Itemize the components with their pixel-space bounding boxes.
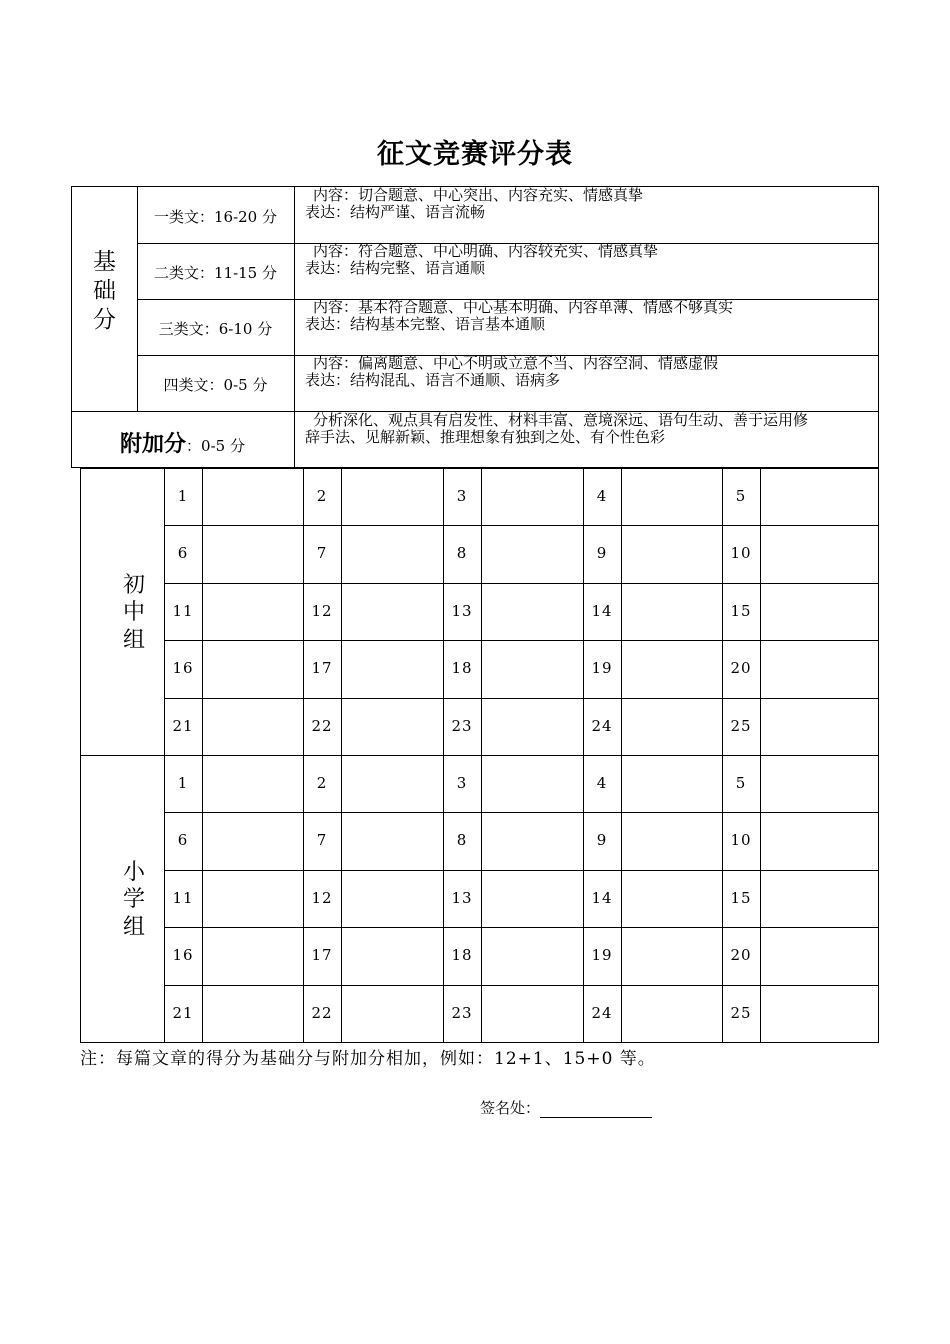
score-cell[interactable] xyxy=(203,756,302,811)
entry-number: 9 xyxy=(596,544,608,563)
score-cell[interactable] xyxy=(761,584,878,639)
score-cell[interactable] xyxy=(761,986,878,1041)
signature-label: 签名处： xyxy=(480,1099,541,1117)
entry-number: 9 xyxy=(596,831,608,850)
criteria-1 xyxy=(305,187,643,221)
criteria-content: 内容：符合题意、中心明确、内容较充实、情感真挚 xyxy=(313,242,659,260)
basic-score-label xyxy=(71,248,138,334)
criteria-content: 内容：基本符合题意、中心基本明确、内容单薄、情感不够真实 xyxy=(313,298,734,316)
score-cell[interactable] xyxy=(203,986,302,1041)
entry-number: 3 xyxy=(456,487,468,505)
score-cell[interactable] xyxy=(342,928,442,983)
entry-number: 12 xyxy=(311,601,333,620)
page-title: 征文竞赛评分表 xyxy=(377,139,573,170)
criteria-expression: 表达：结构基本完整、语言基本通顺 xyxy=(305,315,546,333)
entry-number: 22 xyxy=(311,1003,333,1022)
score-cell[interactable] xyxy=(203,928,302,983)
bonus-label-cell xyxy=(294,411,295,468)
category-2: 二类文：11-15 分 xyxy=(153,264,277,282)
category-3: 三类文：6-10 分 xyxy=(158,320,273,338)
entry-number: 13 xyxy=(451,601,473,620)
entry-number: 4 xyxy=(596,487,608,505)
entry-number: 14 xyxy=(591,601,613,620)
entry-number: 23 xyxy=(451,1003,473,1022)
criteria-expression: 表达：结构严谨、语言流畅 xyxy=(305,203,486,221)
entry-number: 23 xyxy=(451,716,473,735)
score-cell[interactable] xyxy=(622,584,721,639)
entry-number: 19 xyxy=(591,659,613,678)
score-cell[interactable] xyxy=(482,584,582,639)
bonus-line-2: 辞手法、见解新颖、推理想象有独到之处、有个性色彩 xyxy=(305,428,666,446)
score-cell[interactable] xyxy=(761,469,878,524)
score-cell[interactable] xyxy=(482,871,582,926)
score-cell[interactable] xyxy=(622,756,721,811)
score-cell[interactable] xyxy=(342,584,442,639)
score-cell[interactable] xyxy=(342,871,442,926)
entry-number: 19 xyxy=(591,946,613,965)
entry-number: 6 xyxy=(177,544,189,563)
entry-number: 18 xyxy=(451,946,473,965)
entry-number: 1 xyxy=(177,487,189,505)
score-cell[interactable] xyxy=(342,526,442,581)
score-cell[interactable] xyxy=(342,813,442,868)
criteria-content: 内容：切合题意、中心突出、内容充实、情感真挚 xyxy=(313,186,644,204)
entry-number: 7 xyxy=(316,544,328,563)
category-1: 一类文：16-20 分 xyxy=(153,208,277,226)
entry-number: 21 xyxy=(172,1003,194,1022)
group-label: 小学组 xyxy=(122,859,145,940)
score-cell[interactable] xyxy=(482,756,582,811)
entry-number: 22 xyxy=(311,716,333,735)
entry-number: 5 xyxy=(735,487,747,505)
entry-number: 20 xyxy=(730,946,752,965)
score-cell[interactable] xyxy=(761,526,878,581)
entry-number: 10 xyxy=(730,544,752,563)
score-cell[interactable] xyxy=(761,699,878,754)
entry-number: 11 xyxy=(172,888,194,907)
bonus-label-text: 附加分 xyxy=(120,431,187,457)
score-cell[interactable] xyxy=(761,871,878,926)
score-cell[interactable] xyxy=(203,813,302,868)
score-cell[interactable] xyxy=(203,641,302,696)
entry-number: 8 xyxy=(456,544,468,563)
entry-number: 13 xyxy=(451,888,473,907)
footnote: 注：每篇文章的得分为基础分与附加分相加，例如：12+1、15+0 等。 xyxy=(80,1049,656,1069)
score-cell[interactable] xyxy=(622,641,721,696)
score-cell[interactable] xyxy=(342,469,442,524)
score-cell[interactable] xyxy=(622,813,721,868)
score-cell[interactable] xyxy=(203,871,302,926)
entry-number: 24 xyxy=(591,716,613,735)
entry-number: 25 xyxy=(730,1003,752,1022)
entry-number: 15 xyxy=(730,601,752,620)
score-cell[interactable] xyxy=(482,526,582,581)
entry-number: 6 xyxy=(177,831,189,850)
basic-score-text: 基础分 xyxy=(93,249,116,333)
signature-area xyxy=(480,1097,652,1118)
criteria-expression: 表达：结构完整、语言通顺 xyxy=(305,259,486,277)
score-cell[interactable] xyxy=(761,641,878,696)
entry-number: 1 xyxy=(177,774,189,792)
entry-number: 16 xyxy=(172,946,194,965)
score-cell[interactable] xyxy=(342,641,442,696)
criteria-4 xyxy=(305,355,718,389)
score-cell[interactable] xyxy=(203,699,302,754)
entry-number: 24 xyxy=(591,1003,613,1022)
bonus-label xyxy=(71,427,294,458)
bonus-criteria xyxy=(305,412,808,446)
bonus-range: ：0-5 分 xyxy=(186,437,245,455)
score-cell[interactable] xyxy=(482,928,582,983)
score-cell[interactable] xyxy=(482,641,582,696)
score-cell[interactable] xyxy=(203,526,302,581)
entry-number: 18 xyxy=(451,659,473,678)
score-cell[interactable] xyxy=(482,986,582,1041)
entry-number: 17 xyxy=(311,946,333,965)
score-cell[interactable] xyxy=(622,986,721,1041)
score-cell[interactable] xyxy=(622,928,721,983)
signature-line[interactable] xyxy=(540,1103,652,1118)
criteria-3 xyxy=(305,299,733,333)
score-cell[interactable] xyxy=(482,469,582,524)
score-cell[interactable] xyxy=(482,699,582,754)
bonus-line-1: 分析深化、观点具有启发性、材料丰富、意境深远、语句生动、善于运用修 xyxy=(313,411,809,429)
entry-number: 16 xyxy=(172,659,194,678)
score-cell[interactable] xyxy=(622,699,721,754)
score-cell[interactable] xyxy=(342,756,442,811)
entry-number: 2 xyxy=(316,487,328,505)
score-cell[interactable] xyxy=(482,813,582,868)
entry-number: 8 xyxy=(456,831,468,850)
entry-number: 7 xyxy=(316,831,328,850)
score-cell[interactable] xyxy=(622,526,721,581)
entry-number: 20 xyxy=(730,659,752,678)
score-cell[interactable] xyxy=(622,469,721,524)
score-cell[interactable] xyxy=(761,813,878,868)
entry-number: 11 xyxy=(172,601,194,620)
category-4: 四类文：0-5 分 xyxy=(163,376,268,394)
criteria-2 xyxy=(305,243,658,277)
entry-number: 12 xyxy=(311,888,333,907)
score-cell[interactable] xyxy=(342,986,442,1041)
entry-number: 10 xyxy=(730,831,752,850)
entry-number: 4 xyxy=(596,774,608,792)
entry-number: 5 xyxy=(735,774,747,792)
group-label: 初中组 xyxy=(122,572,145,653)
entry-number: 21 xyxy=(172,716,194,735)
entry-number: 17 xyxy=(311,659,333,678)
entry-number: 3 xyxy=(456,774,468,792)
criteria-content: 内容：偏离题意、中心不明或立意不当、内容空洞、情感虚假 xyxy=(313,354,719,372)
entry-number: 15 xyxy=(730,888,752,907)
score-cell[interactable] xyxy=(203,584,302,639)
criteria-expression: 表达：结构混乱、语言不通顺、语病多 xyxy=(305,371,561,389)
score-cell[interactable] xyxy=(203,469,302,524)
score-cell[interactable] xyxy=(342,699,442,754)
score-cell[interactable] xyxy=(761,756,878,811)
entry-number: 25 xyxy=(730,716,752,735)
score-cell[interactable] xyxy=(761,928,878,983)
entry-number: 2 xyxy=(316,774,328,792)
score-cell[interactable] xyxy=(622,871,721,926)
entry-number: 14 xyxy=(591,888,613,907)
